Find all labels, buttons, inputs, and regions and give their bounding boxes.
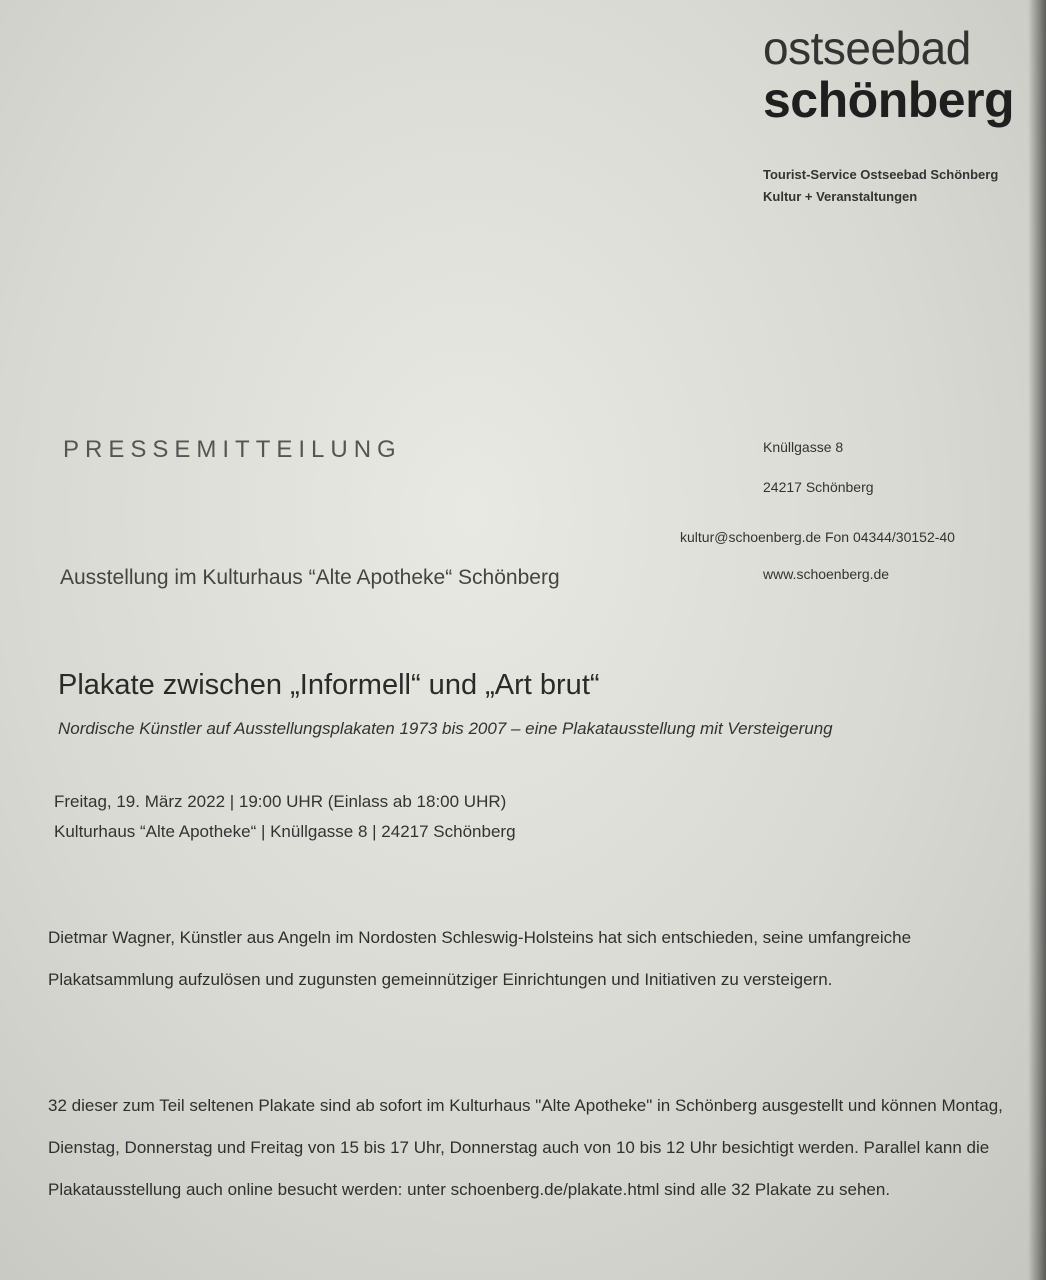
body-paragraph-2: 32 dieser zum Teil seltenen Plakate sind ab sofort im Kulturhaus "Alte Apotheke" in Schönberg ausgestellt und können Montag, Dienstag, Donnerstag und Freitag von 15 bis 17 Uhr, Donnerstag auch von 10 bis 12 Uhr besichtigt werden. Parallel kann die Plakatausstellung auch online besucht werden: unter schoenberg.de/plakate.html sind alle 32 Plakate zu sehen. xyxy=(48,1096,1003,1199)
page-edge-shadow xyxy=(1028,0,1046,1280)
organization-department: Kultur + Veranstaltungen xyxy=(763,189,918,204)
ostseebad-schoenberg-logo xyxy=(763,22,1014,126)
contact-email-phone: kultur@schoenberg.de Fon 04344/30152-40 xyxy=(680,529,955,545)
subheadline: Nordische Künstler auf Ausstellungsplakaten 1973 bis 2007 – eine Plakatausstellung mit Versteigerung xyxy=(58,719,833,738)
logo-line-2: schönberg xyxy=(763,72,1015,128)
organization-name: Tourist-Service Ostseebad Schönberg xyxy=(763,167,999,182)
exhibition-line: Ausstellung im Kulturhaus “Alte Apotheke“ Schönberg xyxy=(60,566,560,589)
organization-block xyxy=(763,164,998,208)
website-link: www.schoenberg.de xyxy=(763,566,890,582)
address-city: 24217 Schönberg xyxy=(763,479,874,495)
headline: Plakate zwischen „Informell“ und „Art brut“ xyxy=(58,669,600,701)
event-date-line: Freitag, 19. März 2022 | 19:00 UHR (Einlass ab 18:00 UHR) xyxy=(54,792,507,811)
document-type-heading: PRESSEMITTEILUNG xyxy=(63,436,402,463)
event-venue-line: Kulturhaus “Alte Apotheke“ | Knüllgasse 8 | 24217 Schönberg xyxy=(54,822,516,841)
body-paragraph-1: Dietmar Wagner, Künstler aus Angeln im Nordosten Schleswig-Holsteins hat sich entschieden, seine umfangreiche Plakatsammlung aufzulösen und zugunsten gemeinnütziger Einrichtungen und Initiativen zu versteigern. xyxy=(48,928,912,989)
address-street: Knüllgasse 8 xyxy=(763,439,844,455)
logo-line-1: ostseebad xyxy=(763,22,971,74)
